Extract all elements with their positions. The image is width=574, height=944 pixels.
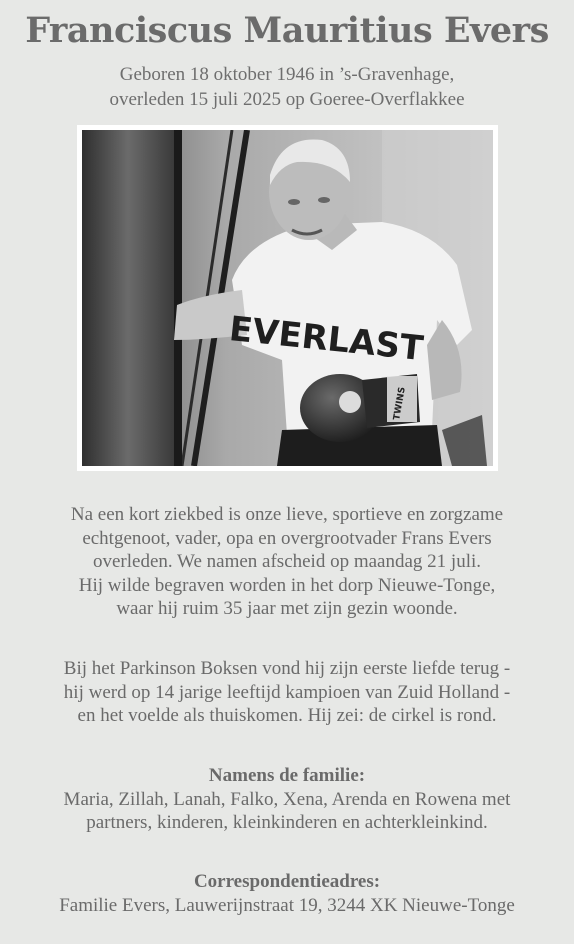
boxing-paragraph (0, 657, 574, 728)
paragraph-line: Hij wilde begraven worden in het dorp Nieuwe-Tonge, (78, 574, 496, 596)
paragraph-line: hij werd op 14 jarige leeftijd kampioen van Zuid Holland - (63, 681, 511, 703)
family-heading: Namens de familie: (208, 765, 366, 786)
address-section (0, 870, 574, 917)
paragraph-line: waar hij ruim 35 jaar met zijn gezin woonde. (116, 598, 458, 619)
glove-logo-text: TWINS (392, 386, 408, 421)
shirt-logo-text: EVERLAST (227, 308, 426, 370)
deceased-name: Franciscus Mauritius Evers (25, 10, 549, 51)
photo-frame (77, 125, 498, 471)
death-line: overleden 15 juli 2025 op Goeree-Overflakkee (109, 89, 465, 110)
family-line: Maria, Zillah, Lanah, Falko, Xena, Arenda en Rowena met (63, 788, 511, 810)
family-line: partners, kinderen, kleinkinderen en achterkleinkind. (86, 812, 488, 833)
paragraph-line: overleden. We namen afscheid op maandag 21 juli. (92, 551, 481, 572)
announcement-paragraph (0, 503, 574, 621)
portrait-photo (82, 130, 493, 466)
paragraph-line: Bij het Parkinson Boksen vond hij zijn eerste liefde terug - (63, 658, 511, 679)
address-line: Familie Evers, Lauwerijnstraat 19, 3244 XK Nieuwe-Tonge (59, 894, 515, 916)
address-heading: Correspondentieadres: (193, 871, 381, 892)
paragraph-line: en het voelde als thuiskomen. Hij zei: de cirkel is rond. (77, 705, 497, 726)
birth-line: Geboren 18 oktober 1946 in ’s-Gravenhage, (119, 64, 455, 85)
life-dates (0, 62, 574, 112)
paragraph-line: echtgenoot, vader, opa en overgrootvader Frans Evers (82, 527, 492, 549)
family-section (0, 764, 574, 835)
paragraph-line: Na een kort ziekbed is onze lieve, sportieve en zorgzame (70, 504, 504, 525)
